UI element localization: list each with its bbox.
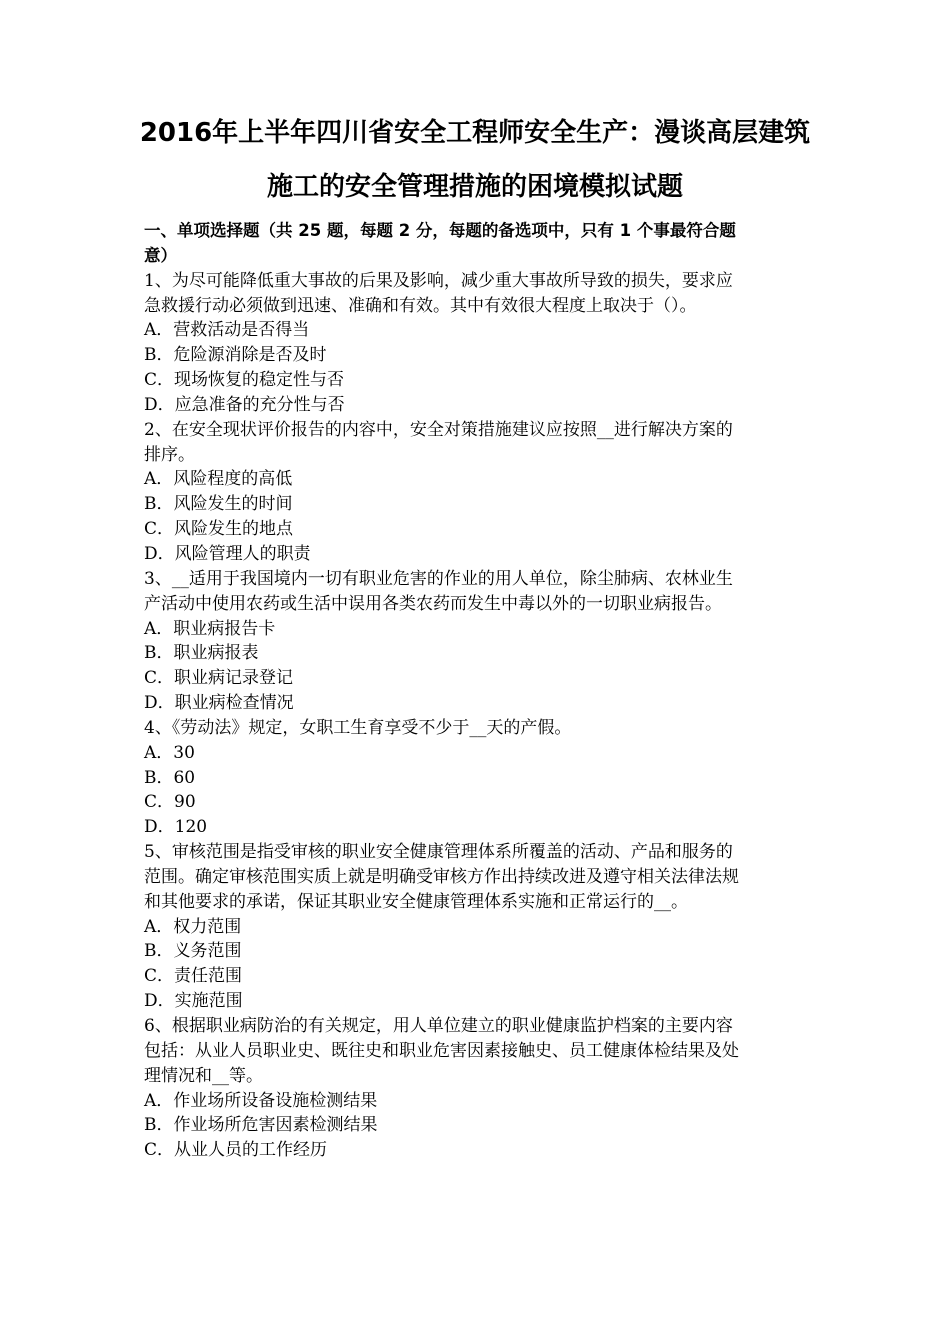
question-stem-line: 产活动中使用农药或生活中误用各类农药而发生中毒以外的一切职业病报告。	[144, 593, 722, 614]
option-c: C．职业病记录登记	[144, 668, 294, 689]
document-title-line-2: 施工的安全管理措施的困境模拟试题	[266, 172, 683, 202]
option-c: C．现场恢复的稳定性与否	[144, 370, 345, 391]
question-3	[144, 567, 808, 716]
question-stem-line: 范围。确定审核范围实质上就是明确受审核方作出持续改进及遵守相关法律法规	[144, 866, 739, 887]
option-a: A．风险程度的高低	[144, 469, 293, 490]
option-d: D．风险管理人的职责	[144, 543, 311, 564]
question-content	[144, 219, 808, 1163]
section-heading-line-1: 一、单项选择题（共 25 题，每题 2 分，每题的备选项中，只有 1 个事最符合题	[144, 221, 736, 240]
option-a: A．营救活动是否得当	[144, 320, 310, 341]
question-5	[144, 840, 808, 1014]
question-stem-line: 4、《劳动法》规定，女职工生育享受不少于__天的产假。	[144, 717, 572, 738]
option-d: D．职业病检查情况	[144, 693, 294, 714]
option-d: D．实施范围	[144, 991, 243, 1012]
question-stem-line: 包括：从业人员职业史、既往史和职业危害因素接触史、员工健康体检结果及处	[144, 1040, 739, 1061]
option-c: C．风险发生的地点	[144, 519, 294, 540]
option-b: B．职业病报表	[144, 643, 259, 664]
option-a: A．30	[144, 742, 195, 763]
option-d: D．120	[144, 817, 208, 838]
option-b: B．作业场所危害因素检测结果	[144, 1115, 378, 1136]
option-a: A．权力范围	[144, 916, 242, 937]
option-b: B．危险源消除是否及时	[144, 345, 327, 366]
question-stem-line: 6、根据职业病防治的有关规定，用人单位建立的职业健康监护档案的主要内容	[144, 1016, 733, 1036]
question-stem-line: 排序。	[144, 444, 195, 465]
option-c: C．从业人员的工作经历	[144, 1140, 328, 1161]
question-1	[144, 269, 808, 418]
question-stem-line: 1、为尽可能降低重大事故的后果及影响，减少重大事故所导致的损失，要求应	[144, 270, 733, 291]
question-stem-line: 理情况和__等。	[144, 1065, 263, 1086]
question-stem-line: 急救援行动必须做到迅速、准确和有效。其中有效很大程度上取决于（）。	[144, 295, 697, 316]
option-c: C．责任范围	[144, 966, 243, 987]
question-stem-line: 和其他要求的承诺，保证其职业安全健康管理体系实施和正常运行的__。	[144, 891, 688, 912]
option-b: B．义务范围	[144, 941, 242, 962]
option-a: A．职业病报告卡	[144, 618, 276, 639]
option-c: C．90	[144, 792, 196, 813]
question-stem-line: 5、审核范围是指受审核的职业安全健康管理体系所覆盖的活动、产品和服务的	[144, 842, 733, 863]
question-4	[144, 716, 808, 840]
section-heading-line-2: 意）	[144, 245, 177, 265]
option-b: B．风险发生的时间	[144, 494, 293, 515]
option-b: B．60	[144, 767, 196, 788]
option-d: D．应急准备的充分性与否	[144, 394, 345, 415]
document-title-line-1: 2016年上半年四川省安全工程师安全生产：漫谈高层建筑	[139, 118, 811, 148]
question-2	[144, 418, 808, 567]
question-6	[144, 1014, 808, 1163]
option-a: A．作业场所设备设施检测结果	[144, 1090, 378, 1111]
question-stem-line: 2、在安全现状评价报告的内容中，安全对策措施建议应按照__进行解决方案的	[144, 419, 733, 440]
question-stem-line: 3、__适用于我国境内一切有职业危害的作业的用人单位，除尘肺病、农林业生	[144, 568, 733, 589]
